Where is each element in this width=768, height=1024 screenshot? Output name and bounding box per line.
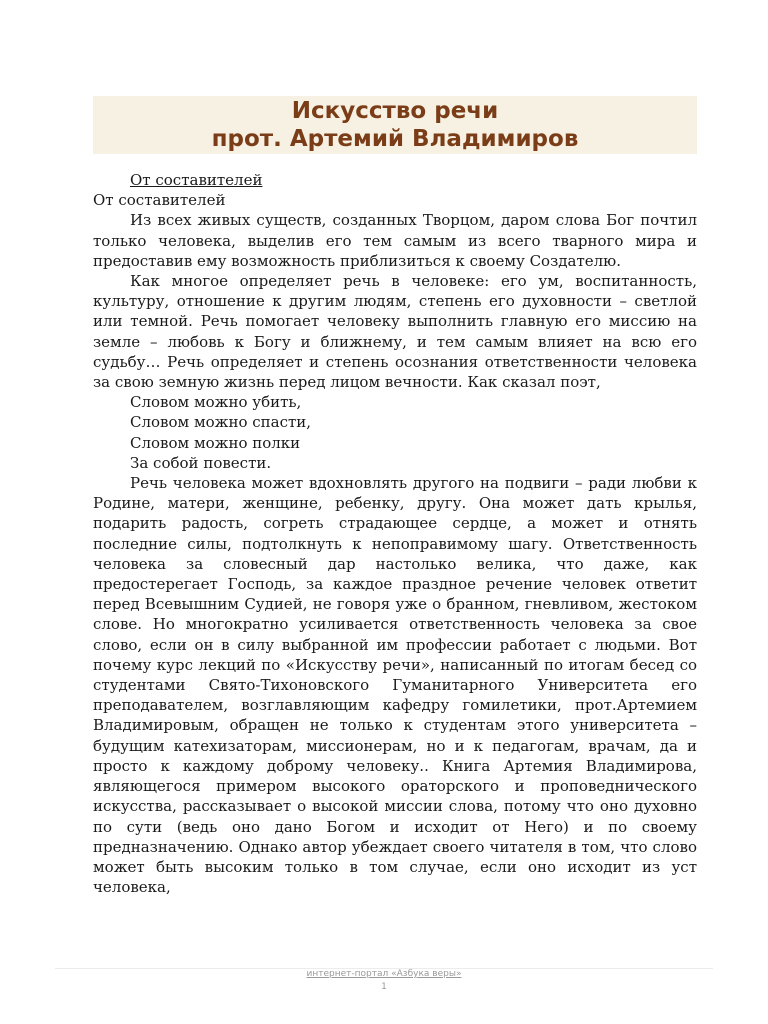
poem-line: Словом можно полки: [130, 433, 301, 452]
paragraph: Речь человека может вдохновлять другого на подвиги – ради любви к Родине, матери, женщине, ребенку, другу. Она может дать крылья, подарить радость, согреть страдающее сердце, а может и отнять последние силы, подтолкнуть к непоправимому шагу. Ответственность человека за словесный дар настолько велика, что даже, как предостерегает Господь, за каждое праздное речение человек ответит перед Всевышним Судией, не говоря уже о бранном, гневливом, жестоком слове. Но многократно усиливается ответственность человека за свое слово, если он в силу выбранной им профессии работает с людьми. Вот почему курс лекций по «Искусству речи», написанный по итогам бесед со студентами Свято-Тихоновского Гуманитарного Университета его преподавателем, возглавляющим кафедру гомилетики, прот.Артемием Владимировым, обращен не только к студентам этого университета – будущим катехизаторам, миссионерам, но и к педагогам, врачам, да и просто к каждому доброму человеку.. Книга Артемия Владимирова, являющегося примером высокого ораторского и проповеднического искусства, рассказывает о высокой миссии слова, потому что оно духовно по сути (ведь оно дано Богом и исходит от Него) и по своему предназначению. Однако автор убеждает своего читателя в том, что слово может быть высоким только в том случае, если оно исходит из уст человека,: [93, 474, 697, 897]
document-title-block: [93, 96, 697, 154]
section-heading-repeat: От составителей: [93, 191, 226, 210]
poem-line: Словом можно спасти,: [130, 413, 312, 432]
document-title: Искусство речи: [291, 98, 499, 124]
page-number: 1: [381, 982, 387, 992]
poem-line: Словом можно убить,: [130, 393, 302, 412]
paragraph: Как многое определяет речь в человеке: его ум, воспитанность, культуру, отношение к другим людям, степень его духовности – светлой или темной. Речь помогает человеку выполнить главную его миссию на земле – любовь к Богу и ближнему, и тем самым влияет на всю его судьбу… Речь определяет и степень осознания ответственности человека за свою земную жизнь перед лицом вечности. Как сказал поэт,: [93, 272, 697, 392]
document-author: прот. Артемий Владимиров: [211, 126, 579, 152]
poem-line: За собой повести.: [130, 453, 272, 472]
section-heading: [93, 170, 697, 190]
footer-portal-link[interactable]: интернет-портал «Азбука веры»: [306, 969, 462, 979]
document-body: [93, 170, 697, 897]
paragraph: Из всех живых существ, созданных Творцом, даром слова Бог почтил только человека, выделив его тем самым из всего тварного мира и предоставив ему возможность приблизиться к своему Создателю.: [93, 211, 697, 270]
section-heading-text: От составителей: [130, 171, 263, 189]
